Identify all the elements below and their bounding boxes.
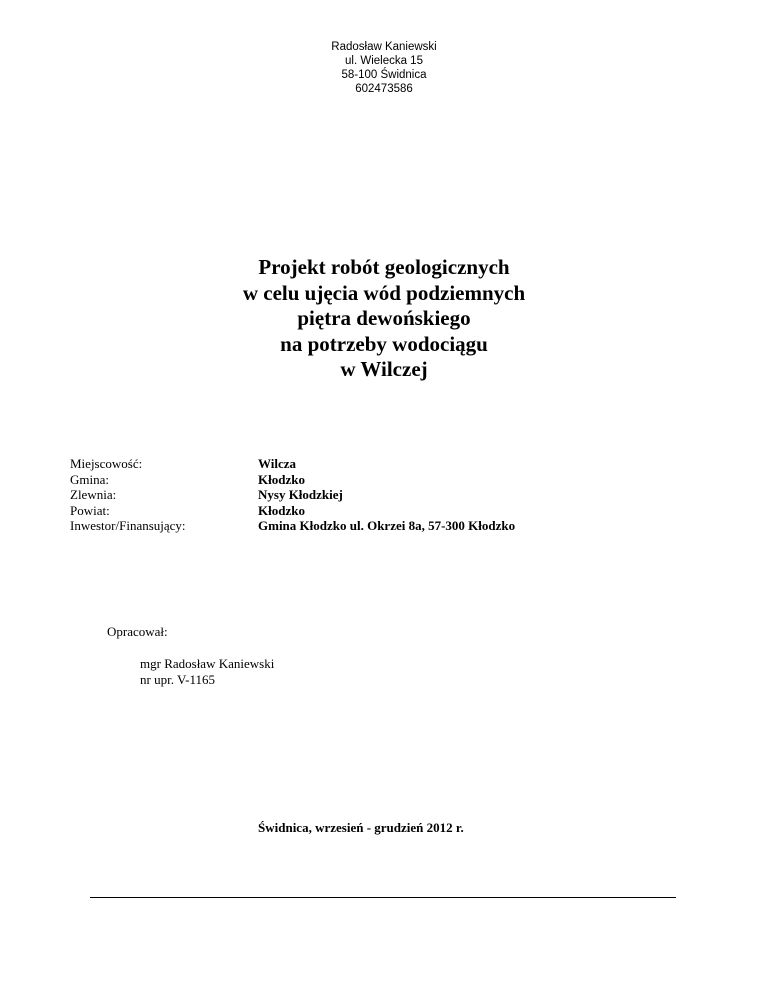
info-label: Zlewnia:	[70, 487, 117, 502]
header-name: Radosław Kaniewski	[331, 41, 437, 53]
document-title	[0, 255, 768, 383]
info-row-locality	[70, 456, 515, 472]
footer-divider	[90, 897, 676, 898]
info-value: Kłodzko	[258, 471, 305, 487]
header-city: 58-100 Świdnica	[341, 69, 427, 81]
info-row-investor	[70, 518, 515, 534]
info-row-commune	[70, 472, 515, 488]
prepared-by-label: Opracował:	[107, 624, 168, 639]
info-row-catchment	[70, 487, 515, 503]
title-line: w Wilczej	[340, 357, 428, 381]
title-line: Projekt robót geologicznych	[258, 255, 510, 279]
header-phone: 602473586	[355, 83, 413, 95]
info-value: Nysy Kłodzkiej	[258, 487, 343, 502]
header-street: ul. Wielecka 15	[345, 55, 423, 67]
info-label: Inwestor/Finansujący:	[70, 518, 186, 533]
info-value: Kłodzko	[258, 502, 305, 518]
author-block	[140, 656, 274, 687]
place-date: Świdnica, wrzesień - grudzień 2012 r.	[258, 820, 464, 835]
author-header	[0, 40, 768, 96]
title-line: w celu ujęcia wód podziemnych	[242, 280, 526, 305]
author-name: mgr Radosław Kaniewski	[140, 656, 275, 671]
info-label: Powiat:	[70, 502, 110, 518]
info-value: Gmina Kłodzko ul. Okrzei 8a, 57-300 Kłodzko	[258, 518, 516, 533]
title-line: na potrzeby wodociągu	[280, 331, 488, 356]
info-label: Gmina:	[70, 471, 109, 487]
title-line: piętra dewońskiego	[297, 306, 471, 330]
author-license: nr upr. V-1165	[140, 671, 215, 687]
info-row-county	[70, 503, 515, 519]
project-info-table	[70, 456, 515, 534]
info-value: Wilcza	[258, 456, 297, 471]
info-label: Miejscowość:	[70, 456, 143, 471]
